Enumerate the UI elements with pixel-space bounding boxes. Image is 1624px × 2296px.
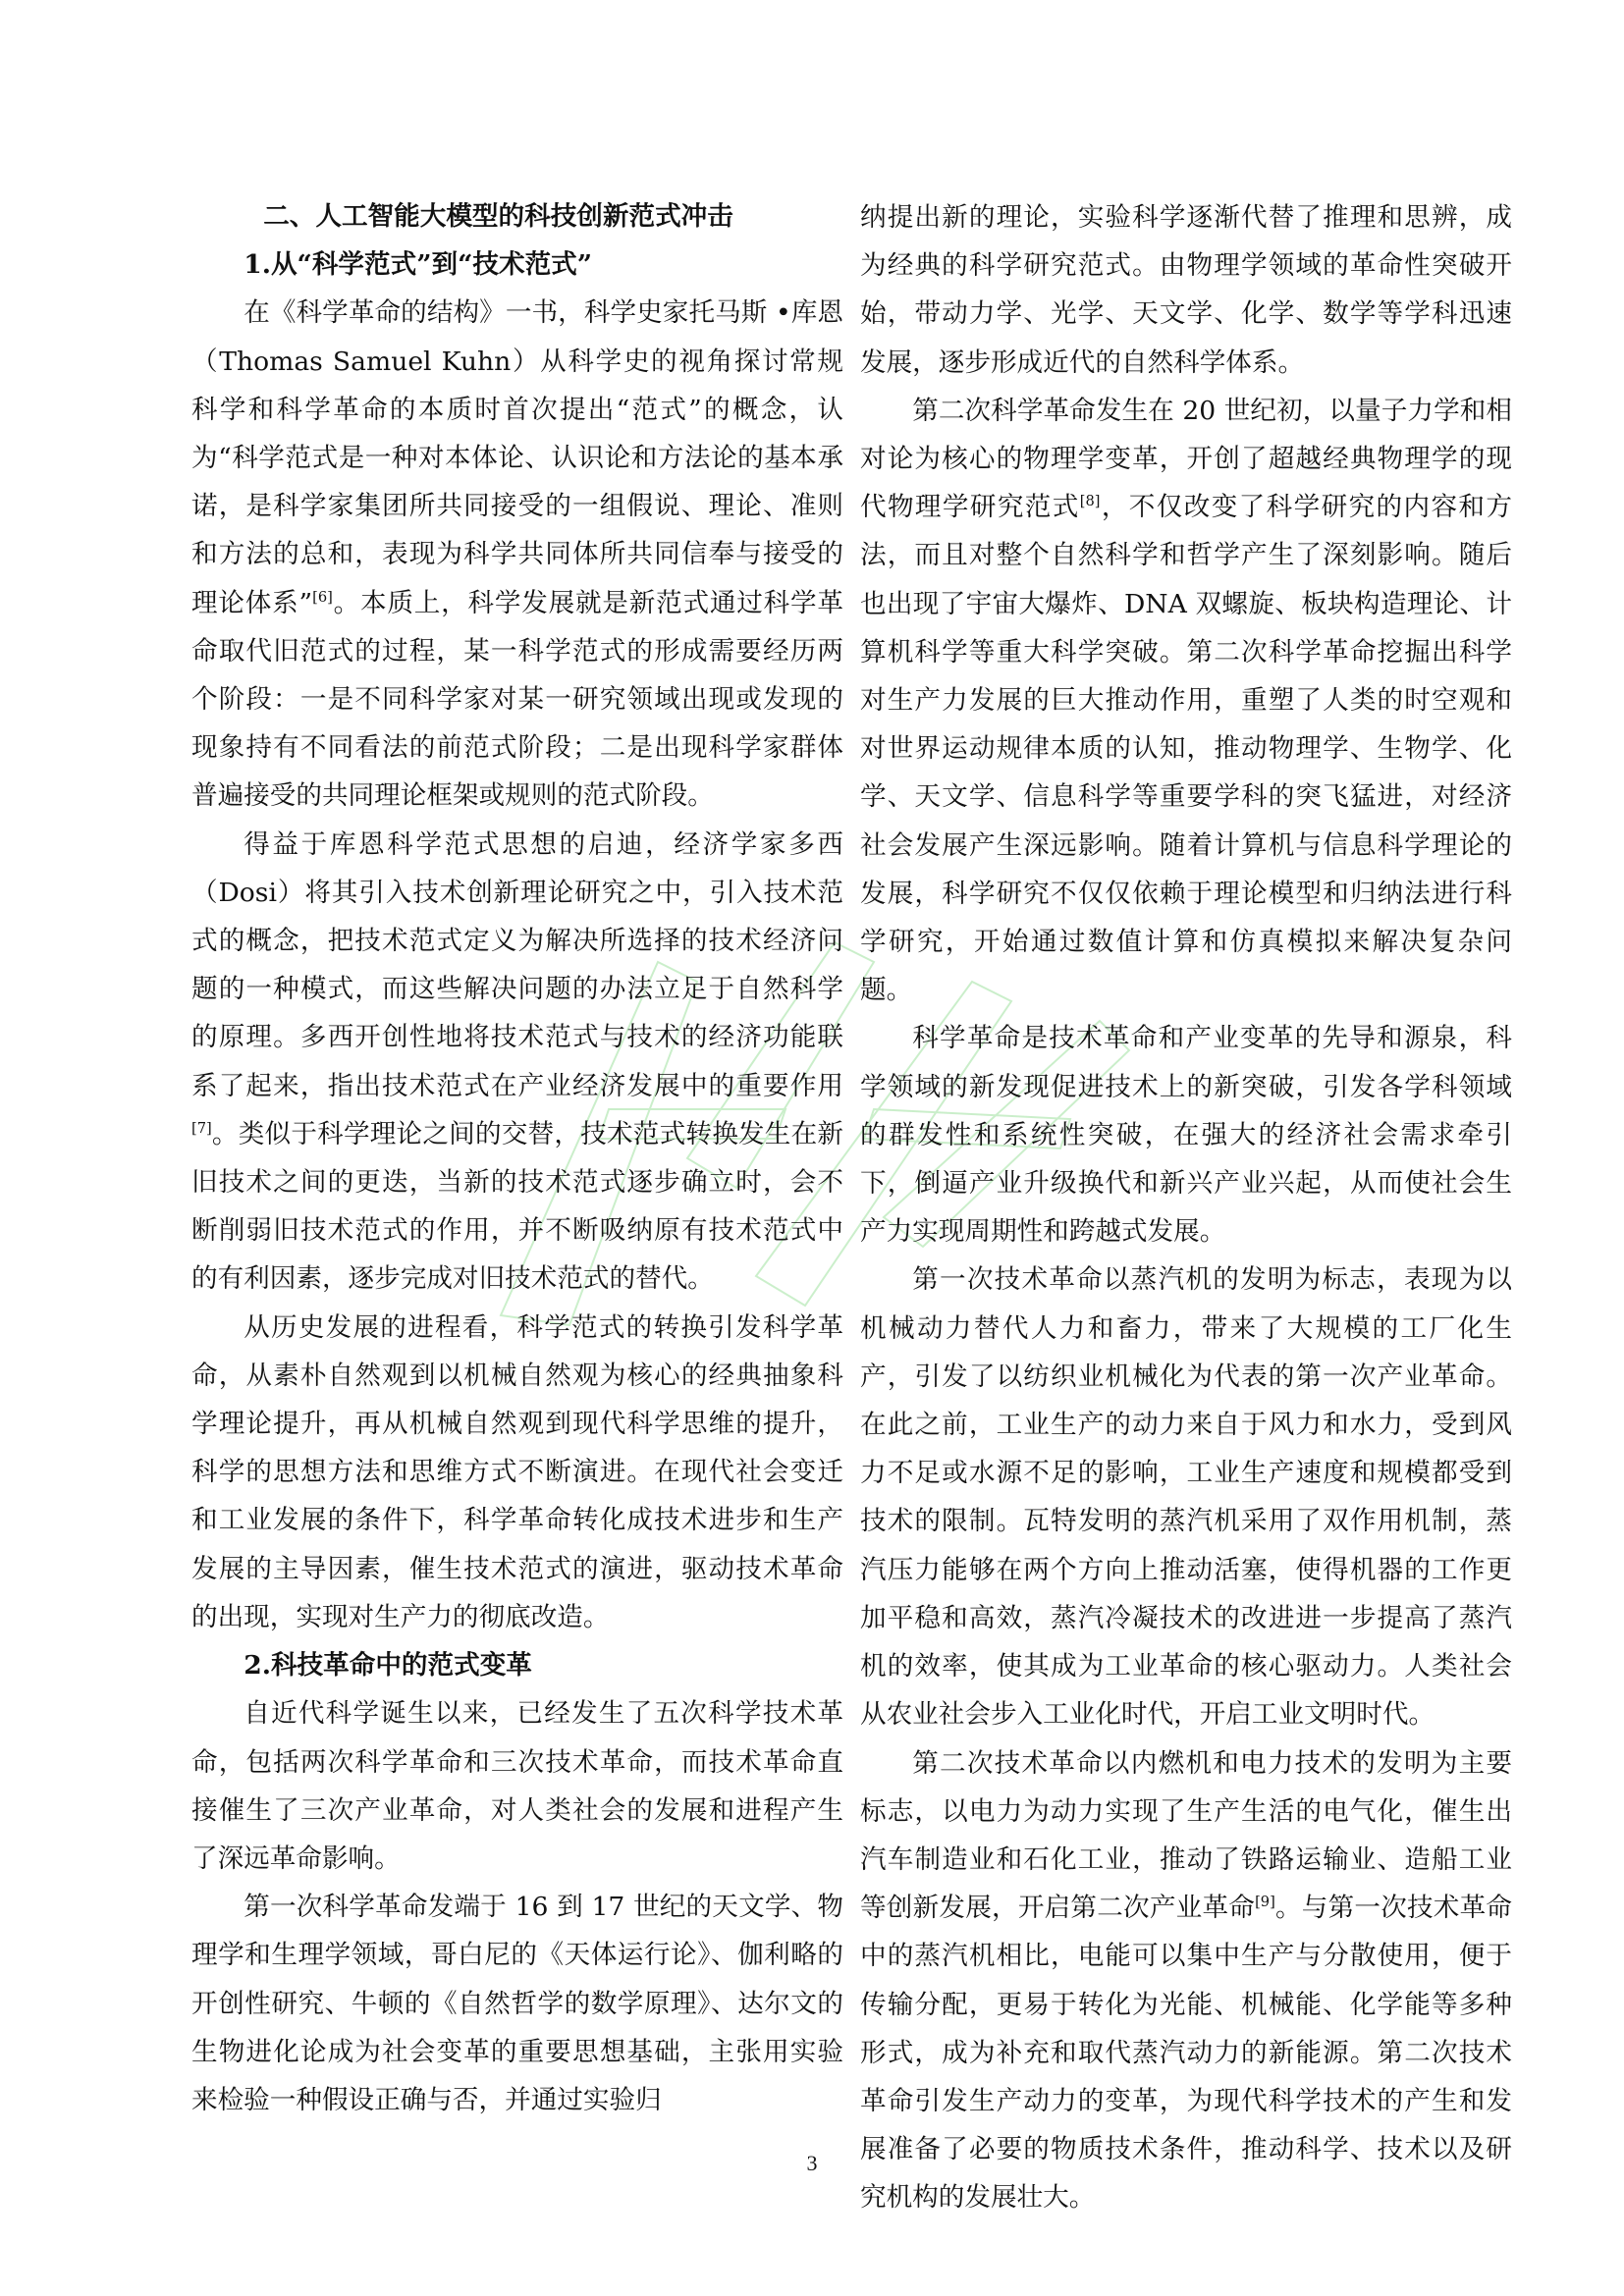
citation-7: [7] (191, 1120, 212, 1137)
paragraph-first-science-revolution-cont: 纳提出新的理论，实验科学逐渐代替了推理和思辨，成为经典的科学研究范式。由物理学领域的革命性突破开始，带动力学、光学、天文学、化学、数学等学科迅速发展，逐步形成近代的自然科学体系。 (860, 202, 1512, 378)
citation-6: [6] (312, 588, 333, 606)
paragraph-five-revolutions: 自近代科学诞生以来，已经发生了五次科学技术革命，包括两次科学革命和三次技术革命，而技术革命直接催生了三次产业革命，对人类社会的发展和进程产生了深远革命影响。 (191, 1698, 843, 1874)
section-title: 二、人工智能大模型的科技创新范式冲击 (263, 201, 733, 232)
paragraph-second-tech-revolution: 第二次技术革命以内燃机和电力技术的发明为主要标志，以电力为动力实现了生产生活的电气化，催生出汽车制造业和石化工业，推动了铁路运输业、造船工业等创新发展，开启第二次产业革命[9]。与第一次技术革命中的蒸汽机相比，电能可以集中生产与分散使用，便于传输分配，更易于转化为光能、机械能、化学能等多种形式，成为补充和取代蒸汽动力的新能源。第二次技术革命引发生产动力的变革，为现代科学技术的产生和发展准备了必要的物质技术条件，推动科学、技术以及研究机构的发展壮大。 (860, 1747, 1513, 2214)
paragraph-science-leads-technology: 科学革命是技术革命和产业变革的先导和源泉，科学领域的新发现促进技术上的新突破，引发各学科领域的群发性和系统性突破，在强大的经济社会需求牵引下，倒逼产业升级换代和新兴产业兴起，从而使社会生产力实现周期性和跨越式发展。 (860, 1023, 1512, 1248)
page-number: 3 (806, 2151, 818, 2175)
paragraph-first-science-revolution: 第一次科学革命发端于 16 到 17 世纪的天文学、物理学和生理学领域，哥白尼的《天体运行论》、伽利略的开创性研究、牛顿的《自然哲学的数学原理》、达尔文的生物进化论成为社会变革的重要思想基础，主张用实验来检验一种假设正确与否，并通过实验归 (191, 1892, 843, 2115)
citation-9: [9] (1255, 1894, 1275, 1911)
paragraph-dosi: 得益于库恩科学范式思想的启迪，经济学家多西（Dosi）将其引入技术创新理论研究之中，引入技术范式的概念，把技术范式定义为解决所选择的技术经济问题的一种模式，而这些解决问题的办法立足于自然科学的原理。多西开创性地将技术范式与技术的经济功能联系了起来，指出技术范式在产业经济发展中的重要作用[7]。类似于科学理论之间的交替，技术范式转换发生在新旧技术之间的更迭，当新的技术范式逐步确立时，会不断削弱旧技术范式的作用，并不断吸纳原有技术范式中的有利因素，逐步完成对旧技术范式的替代。 (191, 828, 843, 1295)
paragraph-first-tech-revolution: 第一次技术革命以蒸汽机的发明为标志，表现为以机械动力替代人力和畜力，带来了大规模的工厂化生产，引发了以纺织业机械化为代表的第一次产业革命。在此之前，工业生产的动力来自于风力和水力，受到风力不足或水源不足的影响，工业生产速度和规模都受到技术的限制。瓦特发明的蒸汽机采用了双作用机制，蒸汽压力能够在两个方向上推动活塞，使得机器的工作更加平稳和高效，蒸汽冷凝技术的改进进一步提高了蒸汽机的效率，使其成为工业革命的核心驱动力。人类社会从农业社会步入工业化时代，开启工业文明时代。 (860, 1264, 1512, 1731)
paragraph-history: 从历史发展的进程看，科学范式的转换引发科学革命，从素朴自然观到以机械自然观为核心的经典抽象科学理论提升，再从机械自然观到现代科学思维的提升，科学的思想方法和思维方式不断演进。在现代社会变迁和工业发展的条件下，科学革命转化成技术进步和生产发展的主导因素，催生技术范式的演进，驱动技术革命的出现，实现对生产力的彻底改造。 (191, 1311, 843, 1632)
subsection-title-1: 1.从“科学范式”到“技术范式” (244, 249, 593, 281)
paragraph-kuhn: 在《科学革命的结构》一书，科学史家托马斯 •库恩（Thomas Samuel Kuhn）从科学史的视角探讨常规科学和科学革命的本质时首次提出“范式”的概念，认为“科学范式是一种对本体论、认识论和方法论的基本承诺，是科学家集团所共同接受的一组假说、理论、准则和方法的总和，表现为科学共同体所共同信奉与接受的理论体系”[6]。本质上，科学发展就是新范式通过科学革命取代旧范式的过程，某一科学范式的形成需要经历两个阶段：一是不同科学家对某一研究领域出现或发现的现象持有不同看法的前范式阶段；二是出现科学家群体普遍接受的共同理论框架或规则的范式阶段。 (191, 297, 843, 812)
left-column (191, 192, 843, 2124)
paragraph-second-science-revolution: 第二次科学革命发生在 20 世纪初，以量子力学和相对论为核心的物理学变革，开创了超越经典物理学的现代物理学研究范式[8]，不仅改变了科学研究的内容和方法，而且对整个自然科学和哲学产生了深刻影响。随后也出现了宇宙大爆炸、DNA 双螺旋、板块构造理论、计算机科学等重大科学突破。第二次科学革命挖掘出科学对生产力发展的巨大推动作用，重塑了人类的时空观和对世界运动规律本质的认知，推动物理学、生物学、化学、天文学、信息科学等重要学科的突飞猛进，对经济社会发展产生深远影响。随着计算机与信息科学理论的发展，科学研究不仅仅依赖于理论模型和归纳法进行科学研究，开始通过数值计算和仿真模拟来解决复杂问题。 (860, 395, 1512, 1006)
subsection-title-2: 2.科技革命中的范式变革 (244, 1650, 532, 1682)
right-column (860, 193, 1512, 2222)
citation-8: [8] (1079, 493, 1101, 510)
